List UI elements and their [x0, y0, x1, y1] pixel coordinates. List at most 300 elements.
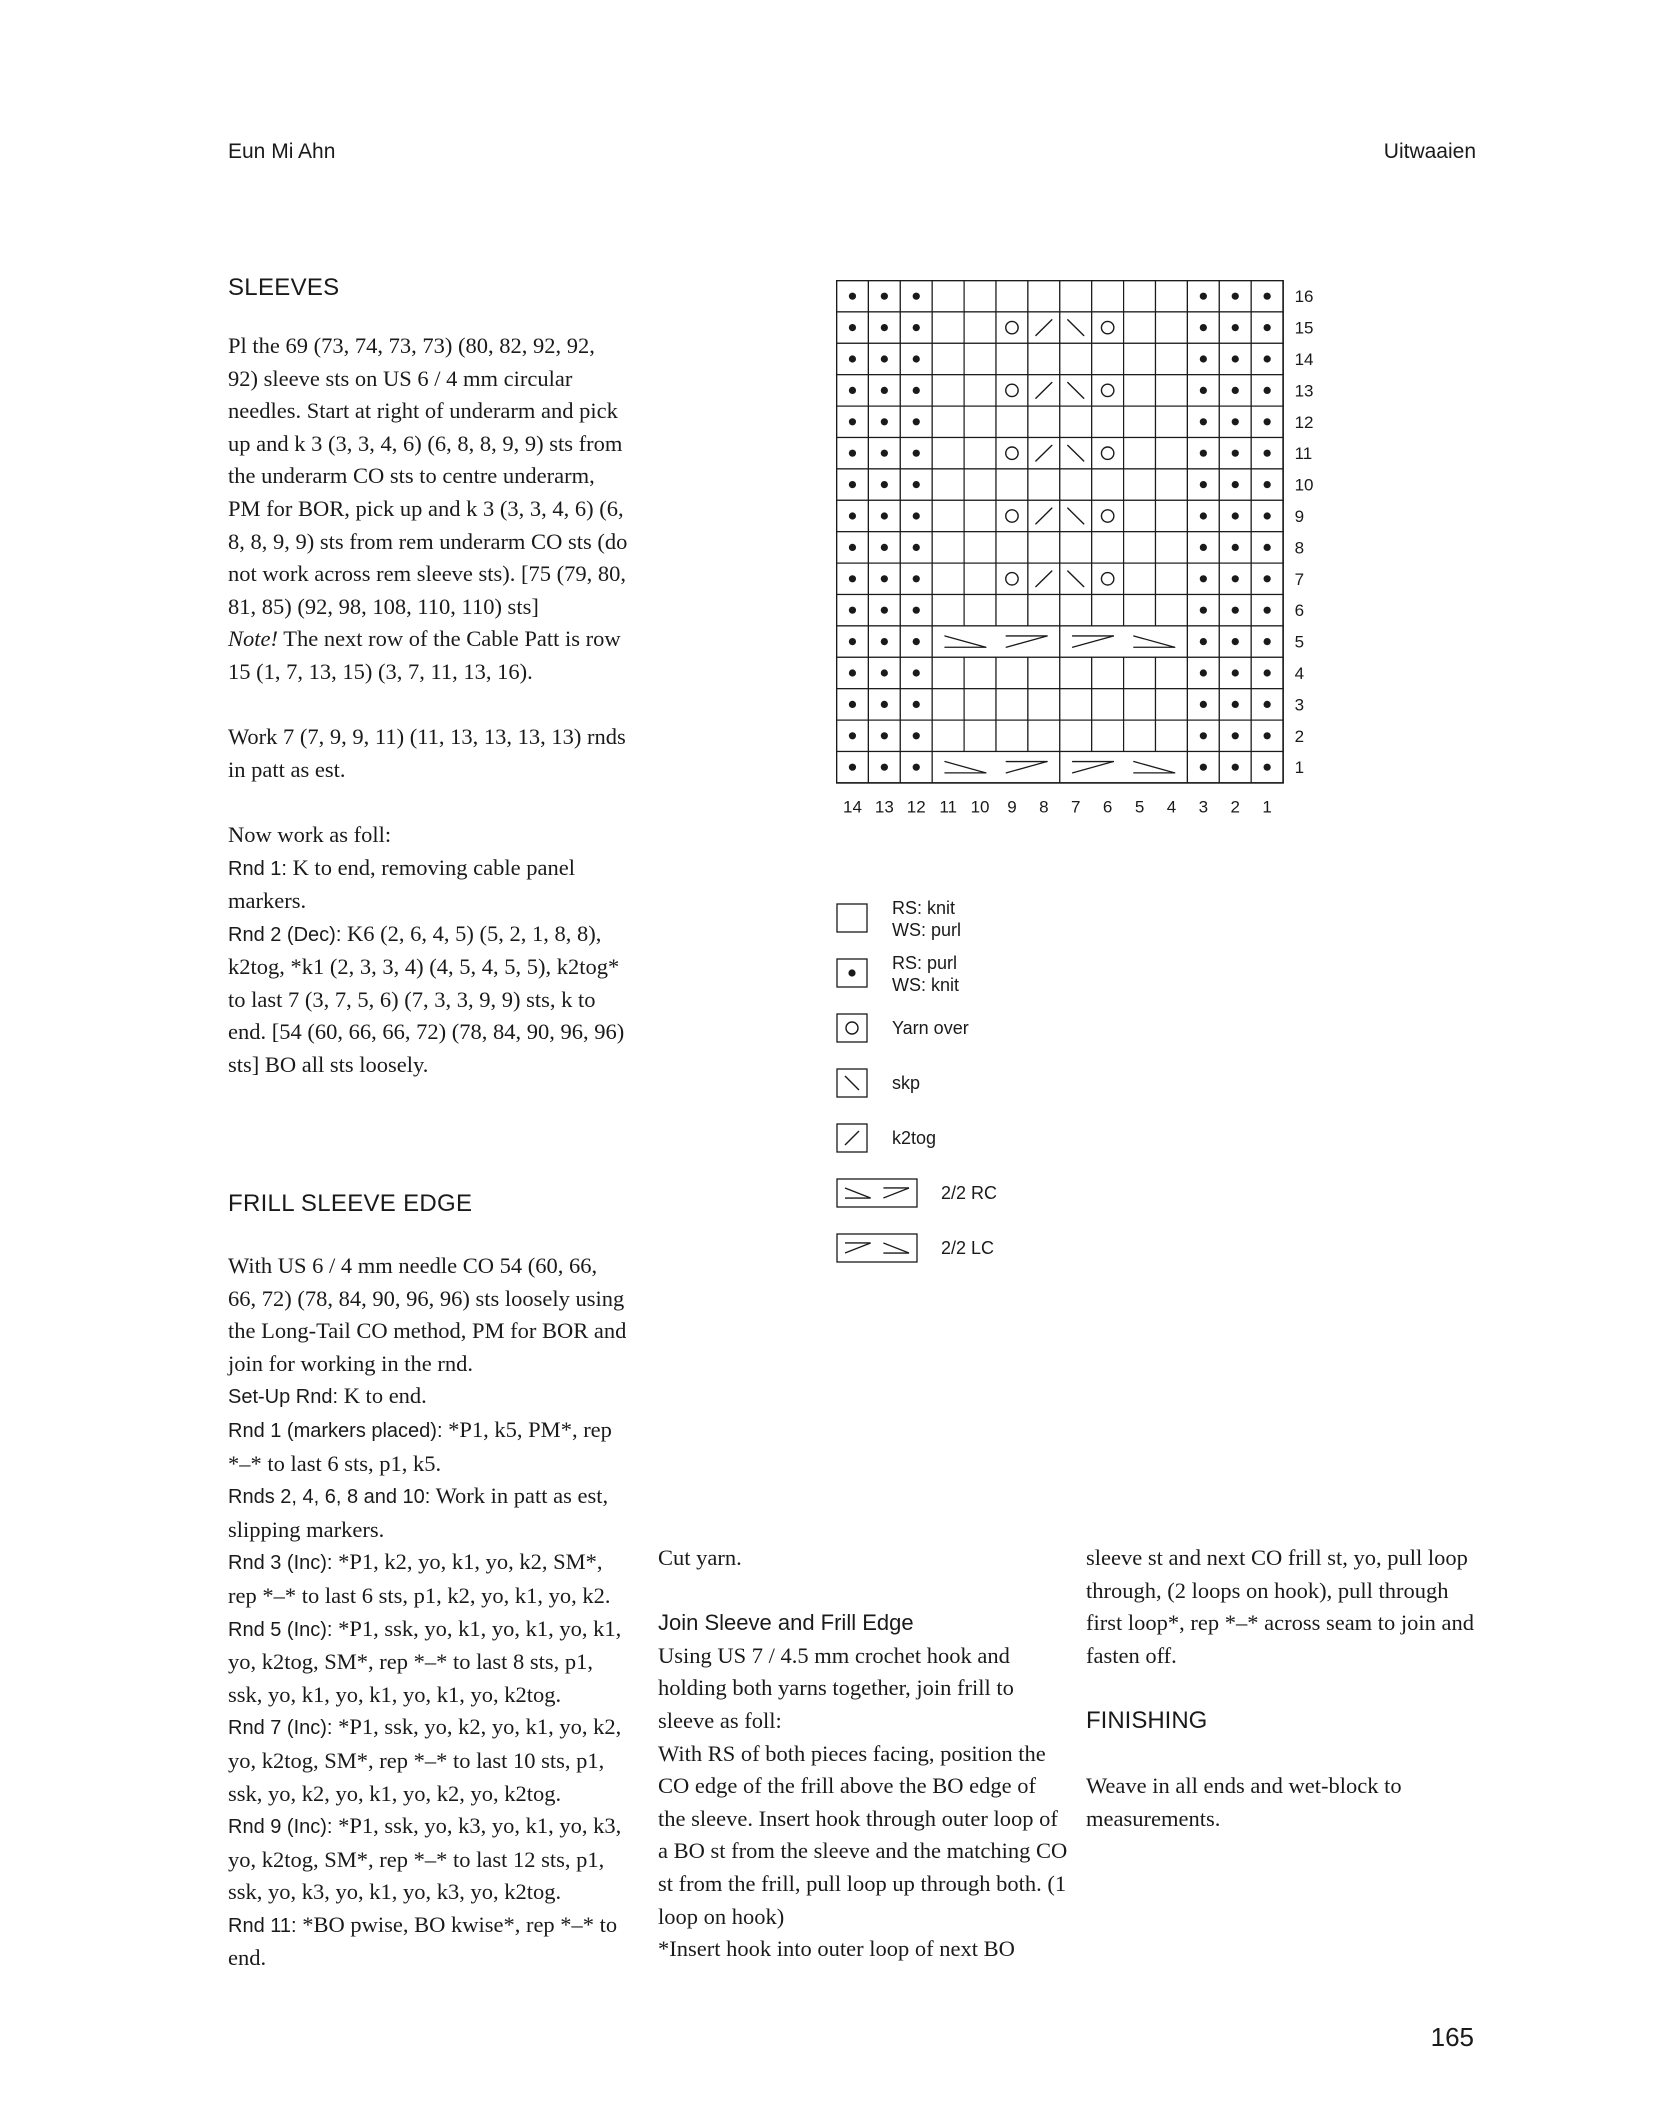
purl-dot	[849, 293, 856, 300]
chart-cell	[1092, 657, 1124, 688]
purl-dot	[1200, 607, 1207, 614]
chart-cell	[1124, 469, 1156, 500]
chart-cell	[964, 406, 996, 437]
frill-rnd-3	[228, 1546, 628, 1612]
purl-dot	[1200, 701, 1207, 708]
purl-dot	[1264, 355, 1271, 362]
chart-cell	[932, 532, 964, 563]
column-number-label: 12	[906, 797, 926, 817]
purl-dot	[849, 544, 856, 551]
purl-dot	[913, 638, 920, 645]
sleeves-note	[228, 623, 628, 688]
frill-rnd-2	[228, 1480, 628, 1546]
finishing-para-1: Weave in all ends and wet-block to measurements.	[1086, 1773, 1402, 1831]
chart-cell	[932, 595, 964, 626]
chart-cell	[1028, 469, 1060, 500]
purl-dot	[849, 512, 856, 519]
chart-cell	[1060, 469, 1092, 500]
sleeves-para-1: Pl the 69 (73, 74, 73, 73) (80, 82, 92, 92, 92) sleeve sts on US 6 / 4 mm circular needles. Start at right of underarm and pick up and k 3 (3, 3, 4, 6) (6, 8, 8, 9, 9) sts from the underarm CO sts to centre underarm, PM for BOR, pick up and k 3 (3, 3, 4, 6) (6, 8, 8, 9, 9) sts from rem underarm CO sts (do not work across rem sleeve sts). [75 (79, 80, 81, 85) (92, 98, 108, 110, 110) sts]	[228, 333, 628, 619]
page-number: 165	[1430, 2022, 1474, 2052]
chart-cell	[1060, 343, 1092, 374]
chart-cell	[1156, 343, 1188, 374]
legend-label-line: skp	[892, 1073, 921, 1093]
frill-rnd-9	[228, 1810, 628, 1909]
purl-dot	[913, 764, 920, 771]
legend-symbol-purl-icon	[836, 958, 868, 988]
chart-cell	[1124, 500, 1156, 531]
chart-cell	[964, 563, 996, 594]
purl-dot	[881, 355, 888, 362]
rnd-label: Rnd 2 (Dec):	[228, 923, 342, 946]
purl-dot	[913, 387, 920, 394]
purl-dot	[849, 701, 856, 708]
finishing-heading: FINISHING	[1086, 1706, 1208, 1734]
purl-dot	[849, 324, 856, 331]
chart-cell	[1060, 406, 1092, 437]
frill-rnd-7	[228, 1711, 628, 1810]
cable-lc-cell	[932, 626, 1060, 657]
chart-cell	[1156, 406, 1188, 437]
cable-lc-cell	[932, 752, 1060, 783]
legend-label-line: 2/2 LC	[941, 1238, 995, 1258]
column-number-label: 10	[970, 797, 990, 817]
chart-cell	[996, 281, 1028, 312]
chart-cell	[1156, 312, 1188, 343]
column-number-label: 5	[1134, 797, 1145, 817]
column-number-label: 9	[1007, 797, 1017, 817]
rnd-label: Set-Up Rnd:	[228, 1386, 339, 1409]
chart-cell	[1028, 532, 1060, 563]
purl-dot	[913, 607, 920, 614]
purl-dot	[881, 418, 888, 425]
chart-cell	[932, 657, 964, 688]
chart-cell	[1124, 312, 1156, 343]
row-number-label: 2	[1294, 726, 1305, 746]
purl-dot	[1264, 324, 1271, 331]
chart-cell	[1156, 469, 1188, 500]
join-finishing-text	[1086, 1542, 1486, 1835]
purl-dot	[1200, 355, 1207, 362]
frill-text	[228, 1250, 628, 1975]
chart-cell	[932, 406, 964, 437]
legend-label	[892, 1017, 969, 1039]
chart-cell	[1124, 689, 1156, 720]
purl-dot	[881, 512, 888, 519]
purl-dot	[881, 607, 888, 614]
chart-cell	[1028, 343, 1060, 374]
purl-dot	[1200, 481, 1207, 488]
frill-rnd-11	[228, 1909, 628, 1975]
purl-dot	[881, 638, 888, 645]
legend-label-line: WS: knit	[892, 975, 960, 995]
rnd-text: *P1, k5, PM*, rep *–* to last 6 sts, p1, k5.	[228, 1416, 612, 1476]
purl-dot	[1200, 638, 1207, 645]
purl-dot	[881, 701, 888, 708]
purl-dot	[881, 450, 888, 457]
purl-dot	[1264, 418, 1271, 425]
purl-dot	[849, 575, 856, 582]
rnd-label: Rnd 5 (Inc):	[228, 1618, 333, 1641]
row-number-label: 12	[1294, 412, 1314, 432]
chart-cell	[1092, 406, 1124, 437]
chart-cell	[1092, 563, 1124, 594]
cable-rc-cell	[1060, 626, 1188, 657]
chart-cell	[964, 500, 996, 531]
chart-cell	[1124, 532, 1156, 563]
purl-dot	[849, 450, 856, 457]
purl-dot	[1264, 544, 1271, 551]
join-para-2: With RS of both pieces facing, position the CO edge of the frill above the BO edge of the sleeve. Insert hook through outer loop of a BO st from the sleeve and the matching CO st from the frill, pull loop up through both. (1 loop on hook)	[658, 1740, 1068, 1929]
purl-dot	[1264, 607, 1271, 614]
chart-cell	[996, 312, 1028, 343]
sleeves-rnd-1	[228, 852, 628, 918]
chart-cell	[996, 438, 1028, 469]
chart-cell	[996, 563, 1028, 594]
purl-dot	[913, 701, 920, 708]
chart-cell	[1092, 500, 1124, 531]
row-number-label: 7	[1294, 569, 1305, 589]
purl-dot	[849, 764, 856, 771]
purl-dot	[1200, 575, 1207, 582]
purl-dot	[1264, 512, 1271, 519]
join-para-3: *Insert hook into outer loop of next BO	[658, 1936, 1015, 1962]
purl-dot	[1264, 638, 1271, 645]
purl-dot	[849, 481, 856, 488]
frill-setup	[228, 1380, 628, 1414]
legend-symbol-knit-icon	[836, 903, 868, 933]
purl-dot	[849, 387, 856, 394]
purl-dot	[1200, 418, 1207, 425]
legend-label-line: 2/2 RC	[941, 1183, 998, 1203]
rnd-label: Rnd 1:	[228, 857, 287, 880]
column-number-label: 4	[1166, 797, 1177, 817]
cut-yarn: Cut yarn.	[658, 1545, 742, 1570]
chart-cell	[1124, 343, 1156, 374]
chart-cell	[932, 312, 964, 343]
chart-cell	[1092, 343, 1124, 374]
chart-cell	[1060, 281, 1092, 312]
legend-symbol-yo-icon	[836, 1013, 868, 1043]
purl-dot	[1232, 701, 1239, 708]
purl-dot	[913, 544, 920, 551]
chart-cell	[1124, 563, 1156, 594]
row-number-label: 15	[1294, 318, 1314, 338]
purl-dot	[849, 418, 856, 425]
purl-dot	[1264, 450, 1271, 457]
frill-rnd-5	[228, 1613, 628, 1712]
purl-dot	[913, 355, 920, 362]
legend-label-line: k2tog	[892, 1128, 937, 1148]
chart-cell	[1124, 657, 1156, 688]
chart-cell	[1156, 500, 1188, 531]
purl-dot	[1264, 701, 1271, 708]
chart-cell	[1156, 281, 1188, 312]
sleeves-text	[228, 330, 628, 1082]
chart-cell	[932, 500, 964, 531]
row-number-label: 16	[1294, 287, 1314, 307]
row-number-label: 11	[1294, 444, 1313, 464]
legend-label-line: RS: purl	[892, 953, 958, 973]
row-number-label: 1	[1294, 758, 1305, 778]
chart-cell	[1092, 375, 1124, 406]
purl-dot	[1200, 387, 1207, 394]
column-number-label: 13	[874, 797, 894, 817]
chart-cell	[1124, 406, 1156, 437]
purl-dot	[1232, 324, 1239, 331]
purl-dot	[881, 669, 888, 676]
purl-dot	[1264, 575, 1271, 582]
chart-cell	[1156, 375, 1188, 406]
join-heading: Join Sleeve and Frill Edge	[658, 1610, 914, 1636]
legend-symbol-lc-icon	[836, 1233, 918, 1263]
chart-cell	[932, 438, 964, 469]
rnd-text: Work in patt as est, slipping markers.	[228, 1483, 609, 1542]
chart-cell	[1060, 532, 1092, 563]
chart-cell	[932, 720, 964, 751]
chart-cell	[1028, 720, 1060, 751]
sleeves-heading: SLEEVES	[228, 274, 340, 301]
frill-heading: FRILL SLEEVE EDGE	[228, 1190, 473, 1217]
column-number-label: 14	[842, 797, 862, 817]
column-number-label: 1	[1262, 797, 1272, 817]
rnd-label: Rnd 9 (Inc):	[228, 1816, 333, 1839]
chart-cell	[1156, 657, 1188, 688]
purl-dot	[1264, 293, 1271, 300]
chart-cell	[1156, 720, 1188, 751]
purl-dot	[913, 732, 920, 739]
chart-cell	[996, 406, 1028, 437]
chart-cell	[964, 595, 996, 626]
purl-dot	[913, 481, 920, 488]
rnd-text: K6 (2, 6, 4, 5) (5, 2, 1, 8, 8), k2tog, *k1 (2, 3, 3, 4) (4, 5, 4, 5, 5), k2tog* to last 7 (3, 7, 5, 6) (7, 3, 3, 9, 9) sts, k to end. [54 (60, 66, 66, 72) (78, 84, 90, 96, 96) sts] BO all sts loosely.	[228, 920, 625, 1078]
rnd-text: *BO pwise, BO kwise*, rep *–* to end.	[228, 1911, 618, 1971]
column-number-label: 2	[1230, 797, 1240, 817]
rnd-label: Rnd 11:	[228, 1914, 297, 1937]
legend-label	[892, 897, 961, 941]
purl-dot	[1264, 764, 1271, 771]
rnd-text: *P1, k2, yo, k1, yo, k2, SM*, rep *–* to last 6 sts, p1, k2, yo, k1, yo, k2.	[228, 1549, 611, 1608]
chart-cell	[1092, 595, 1124, 626]
frill-rnd-1	[228, 1414, 628, 1480]
chart-cell	[1092, 532, 1124, 563]
chart-cell	[1092, 469, 1124, 500]
chart-cell	[996, 469, 1028, 500]
purl-dot	[913, 324, 920, 331]
chart-cell	[996, 532, 1028, 563]
cable-rc-cell	[1060, 752, 1188, 783]
chart-cell	[996, 375, 1028, 406]
rnd-label: Rnd 3 (Inc):	[228, 1552, 333, 1575]
purl-dot	[913, 418, 920, 425]
frill-para-1: With US 6 / 4 mm needle CO 54 (60, 66, 66, 72) (78, 84, 90, 96, 96) sts loosely using the Long-Tail CO method, PM for BOR and join for working in the rnd.	[228, 1253, 627, 1376]
chart-cell	[1092, 312, 1124, 343]
purl-dot	[1232, 732, 1239, 739]
rnd-text: *P1, ssk, yo, k2, yo, k1, yo, k2, yo, k2tog, SM*, rep *–* to last 10 sts, p1, ssk, yo, k2, yo, k1, yo, k2, yo, k2tog.	[228, 1714, 622, 1806]
purl-dot	[1232, 575, 1239, 582]
purl-dot	[913, 450, 920, 457]
note-label: Note!	[228, 626, 278, 652]
purl-dot	[1264, 732, 1271, 739]
purl-dot	[881, 387, 888, 394]
chart-cell	[932, 563, 964, 594]
chart-cell	[964, 343, 996, 374]
row-number-label: 14	[1294, 350, 1314, 369]
purl-dot	[1264, 481, 1271, 488]
rnd-label: Rnds 2, 4, 6, 8 and 10:	[228, 1486, 431, 1509]
running-head-author: Eun Mi Ahn	[228, 140, 336, 163]
chart-cell	[964, 657, 996, 688]
row-number-label: 8	[1294, 538, 1305, 558]
purl-dot	[1232, 387, 1239, 394]
purl-dot	[1232, 607, 1239, 614]
cable-chart	[836, 280, 1326, 820]
purl-dot	[849, 355, 856, 362]
purl-dot	[1232, 418, 1239, 425]
purl-dot	[913, 512, 920, 519]
join-para-1: Using US 7 / 4.5 mm crochet hook and holding both yarns together, join frill to sleeve as foll:	[658, 1642, 1014, 1733]
purl-dot	[1232, 638, 1239, 645]
chart-cell	[1124, 438, 1156, 469]
rnd-label: Rnd 1 (markers placed):	[228, 1419, 443, 1442]
sleeves-para-2: Work 7 (7, 9, 9, 11) (11, 13, 13, 13, 13) rnds in patt as est.	[228, 724, 626, 782]
chart-cell	[1092, 281, 1124, 312]
legend-label	[892, 1072, 920, 1094]
legend-label	[892, 952, 959, 996]
purl-dot	[881, 324, 888, 331]
purl-dot	[881, 481, 888, 488]
purl-dot	[849, 669, 856, 676]
chart-cell	[1124, 375, 1156, 406]
chart-cell	[1028, 657, 1060, 688]
purl-dot	[1232, 293, 1239, 300]
purl-dot	[1232, 355, 1239, 362]
chart-cell	[1060, 657, 1092, 688]
column-number-label: 11	[939, 797, 957, 817]
rnd-text: K to end, removing cable panel markers.	[228, 854, 575, 914]
purl-dot	[1264, 387, 1271, 394]
purl-dot	[881, 732, 888, 739]
row-number-label: 4	[1294, 664, 1305, 683]
note-text: The next row of the Cable Patt is row 15 (1, 7, 13, 15) (3, 7, 11, 13, 16).	[228, 626, 621, 684]
legend-symbol-rc-icon	[836, 1178, 918, 1208]
join-text	[658, 1542, 1068, 1966]
chart-cell	[1060, 595, 1092, 626]
chart-cell	[1092, 720, 1124, 751]
purl-dot	[913, 575, 920, 582]
column-number-label: 6	[1102, 797, 1113, 817]
chart-cell	[1156, 689, 1188, 720]
chart-cell	[1028, 406, 1060, 437]
row-number-label: 13	[1294, 381, 1314, 401]
chart-cell	[1124, 720, 1156, 751]
rnd-label: Rnd 7 (Inc):	[228, 1717, 333, 1740]
chart-cell	[964, 720, 996, 751]
legend-label	[941, 1237, 994, 1259]
legend-label-line: RS: knit	[892, 898, 956, 918]
chart-cell	[996, 657, 1028, 688]
chart-cell	[932, 375, 964, 406]
purl-dot	[1200, 669, 1207, 676]
column-number-label: 7	[1071, 797, 1081, 817]
chart-cell	[932, 343, 964, 374]
legend-symbol-k2tog-icon	[836, 1123, 868, 1153]
chart-cell	[964, 689, 996, 720]
purl-dot	[1264, 669, 1271, 676]
chart-cell	[1092, 438, 1124, 469]
chart-cell	[964, 438, 996, 469]
chart-cell	[996, 595, 1028, 626]
rnd-text: *P1, ssk, yo, k3, yo, k1, yo, k3, yo, k2tog, SM*, rep *–* to last 12 sts, p1, ssk, yo, k3, yo, k1, yo, k3, yo, k2tog.	[228, 1813, 622, 1905]
row-number-label: 9	[1294, 507, 1305, 526]
chart-cell	[1156, 595, 1188, 626]
purl-dot	[881, 575, 888, 582]
join-para-4: sleeve st and next CO frill st, yo, pull loop through, (2 loops on hook), pull through first loop*, rep *–* across seam to join and fasten off.	[1086, 1545, 1475, 1668]
chart-cell	[932, 469, 964, 500]
chart-cell	[1124, 281, 1156, 312]
purl-dot	[881, 544, 888, 551]
purl-dot	[849, 638, 856, 645]
purl-dot	[1200, 732, 1207, 739]
rnd-text: K to end.	[338, 1383, 427, 1409]
purl-dot	[1200, 512, 1207, 519]
chart-cell	[996, 343, 1028, 374]
chart-cell	[964, 312, 996, 343]
purl-dot	[1232, 481, 1239, 488]
chart-cell	[1156, 563, 1188, 594]
legend-label	[892, 1127, 936, 1149]
chart-cell	[1092, 689, 1124, 720]
legend-symbol-skp-icon	[836, 1068, 868, 1098]
purl-dot	[849, 607, 856, 614]
purl-dot	[1200, 764, 1207, 771]
row-number-label: 10	[1294, 475, 1314, 495]
purl-dot	[1232, 669, 1239, 676]
purl-dot	[849, 732, 856, 739]
purl-dot	[881, 293, 888, 300]
rnd-text: *P1, ssk, yo, k1, yo, k1, yo, k1, yo, k2tog, SM*, rep *–* to last 8 sts, p1, ssk, yo, k1, yo, k1, yo, k1, yo, k2tog.	[228, 1615, 622, 1707]
chart-cell	[932, 281, 964, 312]
purl-dot	[1200, 293, 1207, 300]
chart-cell	[1124, 595, 1156, 626]
cable-chart-svg	[836, 280, 1326, 820]
purl-dot	[913, 293, 920, 300]
purl-dot	[1200, 450, 1207, 457]
purl-dot	[1232, 450, 1239, 457]
chart-cell	[964, 469, 996, 500]
legend-label-line: WS: purl	[892, 920, 962, 940]
purl-dot	[1200, 544, 1207, 551]
sleeves-rnd-2	[228, 918, 628, 1082]
chart-cell	[996, 689, 1028, 720]
row-number-label: 3	[1294, 695, 1305, 715]
chart-cell	[1060, 689, 1092, 720]
chart-cell	[1028, 595, 1060, 626]
chart-cell	[964, 532, 996, 563]
chart-cell	[964, 281, 996, 312]
legend-label	[941, 1182, 997, 1204]
purl-dot	[881, 764, 888, 771]
running-head-title: Uitwaaien	[1383, 140, 1476, 163]
chart-cell	[1156, 532, 1188, 563]
chart-cell	[932, 689, 964, 720]
row-number-label: 5	[1294, 632, 1305, 652]
legend-label-line: Yarn over	[892, 1018, 969, 1038]
chart-cell	[1060, 720, 1092, 751]
row-number-label: 6	[1294, 601, 1305, 621]
purl-dot	[1232, 764, 1239, 771]
purl-dot	[913, 669, 920, 676]
column-number-label: 8	[1039, 797, 1049, 817]
